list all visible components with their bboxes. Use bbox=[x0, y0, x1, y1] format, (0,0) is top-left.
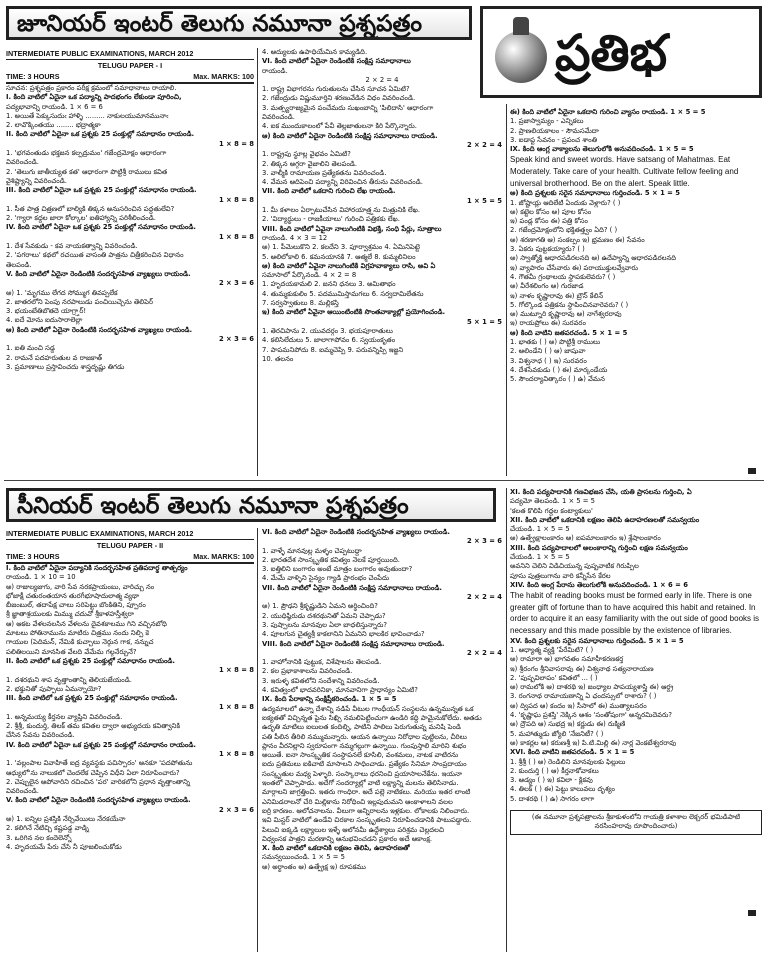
question-line: ఇ) శ్రీరంగం శ్రీనివాసరావు ఈ) విశ్వనాథ సత్యనారాయణ bbox=[510, 664, 654, 673]
junior-time: TIME: 3 HOURS bbox=[6, 72, 60, 81]
question-line: భోజాక్షీ చతురంతయాన తురగీభూషాదులాత్మ వ్యథా bbox=[6, 591, 140, 600]
question-heading: ఇ) కింది వాటిలో ఏవైనా ఆయింటింటికి సొంతవాక్యాల్లో ప్రయోగించండి. bbox=[262, 308, 446, 317]
question-line: వివరించండి. bbox=[6, 158, 39, 167]
question-heading: అ) కింది ప్రశ్నలకు సరైన సమాధానాలు గుర్తించండి. 5 × 1 = 5 bbox=[510, 189, 680, 198]
question-line: ఐక్యతతో విచ్చిన్నత పైను సిఖ్చి నమలిపెట్టించుగా ఉండిరి కద్ది పామైనుకోలేదు. అతడు bbox=[262, 713, 482, 722]
column-divider bbox=[257, 528, 258, 952]
question-line: ఇ) వ్యాపారం చేసేవారు ఈ) పరాయుక్తులవ్వేవారు bbox=[510, 263, 638, 272]
question-heading: IX. కింది పేరాకాన్ని సంక్షిప్తీకరించండి. 1 × 5 = 5 bbox=[262, 695, 397, 704]
question-line: సమాసాలో పేర్కొనండి. 4 × 2 = 8 bbox=[262, 271, 357, 280]
question-line: అ) రామారా ఆ) భాగవతం సమాహీకరణకర్త bbox=[510, 655, 624, 664]
question-line: 'కలత కొలిపి గద్దల కంట్యాకులు' bbox=[510, 506, 593, 515]
column-divider bbox=[257, 48, 258, 476]
question-line: 2. లావొక్కింతయు ........ భద్రాత్మకా bbox=[6, 121, 101, 130]
question-line: చేయండి. 1 × 5 = 5 bbox=[510, 525, 570, 534]
question-line: 3. ఏకరు పుట్టకయ్యారు? ( ) bbox=[510, 245, 585, 254]
marks-line: 1 × 8 = 8 bbox=[218, 703, 254, 712]
question-heading: ఆ) కింది వాటిని జతపరచండి. 5 × 1 = 5 bbox=[510, 328, 628, 337]
question-line: 1. భాతకు ( ) అ) పొట్టిశ్రీ రాములు bbox=[510, 338, 601, 347]
junior-exam-header: INTERMEDIATE PUBLIC EXAMINATIONS, MARCH 2012 bbox=[6, 48, 254, 60]
question-line: అ) శరణాగతి ఆ) సంకల్పం ఇ) భ్రమణం ఈ) సేవనం bbox=[510, 235, 645, 244]
question-line: 1. అన్నమయ్య కీర్తనల వ్యాప్తిని వివరించండి. bbox=[6, 712, 123, 721]
junior-title bbox=[6, 6, 472, 40]
question-heading: VI. కింది వాటిలో ఏదైనా రెండింటికి సంక్షిప్త సమాధానాలు bbox=[262, 57, 411, 66]
question-line: తెలపండి. bbox=[6, 260, 32, 269]
question-heading: VI. కింది వాటిలో ఏదైనా రెండింటికి సందర్భసహిత వ్యాఖ్యలు రాయండి. bbox=[262, 528, 450, 536]
question-line: ఇ) పండ్ల కోసం ఈ) పత్రి కోసం bbox=[510, 217, 588, 226]
question-line: 3. భయంబేతిబొతదె యాగ్ర్తార్! bbox=[6, 307, 87, 316]
question-line: 1. జోష్టాయ్ల ఆదిలేటి ఏందుకు వెళ్లారు? ( ) bbox=[510, 198, 621, 207]
question-line: 2. భారతదేశ సాంస్కృతిక కవిత్వం నెలకే పూర్తయింది. bbox=[262, 555, 400, 564]
question-line: 2. శ్రీశ్రీ, కుందుర్తి, తిలక్ తమ కవితల ద్వారా అభ్యుదయ కవిత్వానికి bbox=[6, 722, 180, 731]
question-line: 2. తిక్కన అగ్గరా వైజాలిని తెలపండి. bbox=[262, 159, 358, 168]
question-line: అ) 1. ఐన్నిల ప్రశస్తికి నేర్చివేయిలు నేరకయేనా bbox=[6, 815, 126, 824]
junior-col2-lines bbox=[262, 48, 502, 364]
question-line: అ) రాజుల్యజుగు, వారి సేవ నరకప్రాయంబు, వారిచ్చు నం bbox=[6, 582, 155, 591]
question-line: అ) స్వాత్మోక్తి ఆధారపడిరలనది ఆ) ఉదేప్యాన్ని ఆధారపడిరలనది bbox=[510, 254, 677, 263]
question-line: 3. పుష్పాలను మానవుల ఏలా బాధలిస్తున్నారు? bbox=[262, 620, 387, 629]
question-line: పలితిలయిని మానసిత వేలది వేమేమ గల్గనేర్చునే? bbox=[6, 647, 137, 656]
question-line: 4. పూలగున చైత్యశ్రీ కాకలానిని ఏమనిని భాలకిర భావించాడు? bbox=[262, 630, 425, 639]
senior-column-3 bbox=[510, 488, 762, 952]
question-line: అవనిని చెలిని విడిచియున్న పుష్పవాటిక గిరుప్పిల bbox=[510, 562, 639, 571]
question-line: 1. హృదయకామలి 2. జనని ధనలు 3. అమితాభం bbox=[262, 280, 396, 289]
junior-title-text: జూనియర్ ఇంటర్ తెలుగు నమూనా ప్రశ్నపత్రం bbox=[17, 10, 422, 37]
question-line: 1. వాళ్ళే మానవుల్ల మళ్ళం చెప్పటుద్దా bbox=[262, 546, 362, 555]
question-line: అ) అర్థాంతం ఆ) ఉత్ప్రేక్ష ఇ) రూపకము bbox=[262, 862, 366, 871]
question-line: చేసిన సేవను వివరించండి. bbox=[6, 731, 75, 740]
junior-column-1 bbox=[6, 48, 254, 474]
question-heading: VIII. కింది వాటిలో ఏవైనా నాలుగింటికి విభక్తి, సంధి పేర్లు, సూత్రాలు bbox=[262, 224, 442, 233]
column-divider bbox=[506, 488, 507, 952]
question-line: 3. ఐత్తిలిని బంగారం అంటే మాత్రం బంగారం అవుతుందా? bbox=[262, 565, 413, 574]
senior-max-marks: Max. MARKS: 100 bbox=[193, 552, 254, 561]
question-line: అ) వీరేశలింగం ఆ) గురజాడ bbox=[510, 282, 584, 291]
question-line: 2 × 2 = 4 bbox=[365, 75, 399, 84]
question-line: 4. ఐక ముందుకాలంలో పేవీ తెల్లజాతులనా కిరి పేర్కొన్నారు. bbox=[262, 122, 417, 131]
question-line: 10. తలనం bbox=[262, 354, 294, 363]
question-line: సూచన: ప్రశ్నపత్రం ప్రకారం పరీక్ష క్రమంలో సమాధానాలు రాయాలి. bbox=[6, 84, 177, 92]
question-line: 1. దేశ సేవకుడు - కవ నాయకత్వాన్ని వివరించండి. bbox=[6, 242, 138, 251]
marks-line: 2 × 3 = 6 bbox=[218, 805, 254, 814]
question-line: 5. ఆలిలోకాలి 6. కమనయానకి 7. ఆత్మలే 8. కుమ్మలినిలం bbox=[262, 252, 416, 261]
question-line: 3. ప్రమాణాలు ప్రస్తావించదు శాస్త్రదృష్ణు తిగడు bbox=[6, 362, 125, 371]
question-heading: XV. కింది ప్రశ్నలకు సరైన సమాధానాలు గుర్తించండి. 5 × 1 = 5 bbox=[510, 636, 684, 645]
question-line: 4. కవిత్వంలో భాదవరినికా, మానవానిగా ప్రాధాన్యం ఏమిటి? bbox=[262, 686, 418, 695]
end-mark bbox=[748, 910, 756, 916]
question-line: ఇ) రాయప్రోలు ఈ) సురవరం bbox=[510, 319, 586, 328]
question-line: 4. కలిసిలేదులు 5. జాలాగాపోవం 6. స్వయంకృతం bbox=[262, 336, 396, 345]
question-line: అ) ద్విపద ఆ) కందం ఇ) సీసాలో ఈ) ముత్యాలసరం bbox=[510, 701, 647, 710]
question-line: ఇంతలో చెప్పాపాడు. అదేగో సందర్యాల్లో వాటి లక్ష్యాన్ని మలను తెలిసినాడు. bbox=[262, 779, 459, 788]
question-heading: III. కింది వాటిలో ఏదైనా ఒక ప్రశ్నకు 25 పంక్తుల్లో సమాధానం రాయండి. bbox=[6, 186, 197, 195]
credit-footer: (ఈ నమూనా ప్రశ్నపత్రాలను శ్రీకాకుళంలోని గాయత్రి కళాశాల లెక్చరర్ భమిడిపాటి నరసింహరావు రూపొందించారు) bbox=[510, 810, 762, 835]
question-line: ఉదృతి మాటిలు ఐలులత కందిల్ని, పాటిని పాలిలు పెరుగుతున్న మనిషి పెండి bbox=[262, 723, 461, 732]
question-line: 3. మత్స్యరాజ్యమైన పంచేమదు సుఖంబాన్ని 'పిలిదాసి' ఆధారంగా bbox=[262, 103, 434, 112]
marks-line: 1 × 8 = 8 bbox=[218, 749, 254, 758]
question-line: 2. 'తెలుగు జాతీయ్యత కత' ఆధారంగా పొట్టిశ్రీ రాములు కవిత bbox=[6, 167, 168, 176]
question-line: 4. 'కృష్ణాఘ ప్రశస్తి' నెక్కిన ఆశం 'సంతోషంగా' అన్నరమిదెవరు? bbox=[510, 711, 672, 720]
marks-line: 2 × 3 = 6 bbox=[218, 335, 254, 344]
question-line: 1. అయితే పెక్కుసుదుఁ హాళ్ళి ......... నాకులయుమానమునాఁ bbox=[6, 111, 169, 120]
question-line: 4. ఆద్యులకు ఉపాధియేమిన కామ్యడిది. bbox=[262, 48, 368, 56]
marks-line: 1 × 8 = 8 bbox=[218, 139, 254, 148]
question-line: 2. గజేంద్రుడు విష్ణుమూర్తిని శరణువేడిన విధం వివరించండి. bbox=[262, 94, 416, 103]
section-divider bbox=[4, 480, 764, 481]
question-line: ఇ) నాళం కృష్ణారావు ఈ) బ్రౌన్ కేలిన్ bbox=[510, 291, 604, 300]
question-line: ఆధ్యులో'ను నాలుకలో చెందలేక చెప్పిన విధీని ఏలా నిరూపించారు? bbox=[6, 768, 180, 777]
question-line: 4. హృదయమే పేరు చేసి నీ పూజలించుకోడు bbox=[6, 842, 122, 851]
marks-line: 2 × 2 = 4 bbox=[466, 593, 502, 602]
question-line: అ) 1. 'మృగము లేగద సోమ్ముగ తివప్పలేక bbox=[6, 288, 118, 297]
question-line: 1. రాష్ట్ర విభాగరను గురుతులను చేసిన సూచన ఏమిటి? bbox=[262, 85, 410, 94]
junior-column-3 bbox=[510, 108, 762, 474]
senior-paper-label: TELUGU PAPER - II bbox=[96, 541, 164, 550]
question-heading: ఆ) కింది వాటిలో ఏవైనా నాలుగింటికి విగ్రహవాక్యాలు రాసి, అవి ఏ bbox=[262, 261, 436, 270]
question-line: రాయండి. 1 × 10 = 10 bbox=[6, 573, 76, 582]
junior-max-marks: Max. MARKS: 100 bbox=[193, 72, 254, 81]
question-line: సమన్వయించండి. 1 × 5 = 5 bbox=[262, 853, 345, 862]
question-line: 3. రంగనాథ రామాయణాన్ని ఏ ఛందస్సులో రాశారు? ( ) bbox=[510, 692, 657, 701]
senior-title bbox=[6, 488, 496, 522]
question-line: అ) 1. ప్రౌఢని శ్రీకృష్ణుడిని ఏమని అర్థించింది? bbox=[262, 602, 378, 611]
question-line: అ) రామలోకి ఆ) దాశరథి ఇ) జంధ్యాల పాపయ్యశాస్త్రి ఈ) ఆర్ద్ర bbox=[510, 683, 674, 692]
question-heading: IV. కింది వాటిలో ఏదైనా ఒక ప్రశ్నకు 25 పంక్తుల్లో సమాధానం రాయండి. bbox=[6, 740, 196, 749]
question-heading: I. కింది వాటిలో ఏదైనా ఒక పద్యాన్ని పాదభంగం లేకుండా పూరించి, bbox=[6, 93, 182, 102]
question-heading: XIII. కింది పద్యపాదాలలో అలంకారాన్ని గుర్తించి లక్షణ సమన్వయం bbox=[510, 543, 688, 552]
senior-title-text: సీనియర్ ఇంటర్ తెలుగు నమూనా ప్రశ్నపత్రం bbox=[17, 492, 409, 519]
question-line: 4. గౌతమీ గ్రంథాలయ స్థాపకులెవరు? ( ) bbox=[510, 272, 616, 281]
question-line: రాయండి. bbox=[262, 66, 288, 75]
question-line: 5. గోల్కొండ పత్రికను స్థాపించినవారెవరు? ( ) bbox=[510, 300, 629, 309]
question-line: 2. ప్రాణలియకాలం - సౌమసమేదా bbox=[510, 126, 599, 135]
marks-line: 1 × 8 = 8 bbox=[218, 232, 254, 241]
question-line: పద్యభావాన్ని రాయండి. 1 × 6 = 6 bbox=[6, 102, 103, 111]
question-line: వైశిష్ట్యాన్ని వివరించండి. bbox=[6, 176, 67, 185]
question-line: పూసు పుత్రలుగాను వారి కన్నీసేన కేరల bbox=[510, 571, 611, 580]
question-line: 2. 'గ్యారా కద్దల జారా కోల్కాల' ఐతిహ్యాన్ని పరిశీలించండి. bbox=[6, 214, 156, 223]
question-line: 5. సౌందర్యావిత్కారం ( ) ఉ) వేమన bbox=[510, 375, 605, 384]
question-line: 1. 'భగవంతుడు భక్తజన కల్పద్రుమం' గజేంద్రమోక్షం ఆధారంగా bbox=[6, 149, 167, 158]
question-line: 2. యుధిష్ఠిరుడు దశరథునితో ఏమని చెప్పాడు? bbox=[262, 611, 386, 620]
question-line: అ) కాకర్లల ఆ) కరుణశ్రీ ఇ) పి.టి.మిల్లి ఈ) నార్ల వెంకటేశ్వరరావు bbox=[510, 738, 677, 747]
question-line: సంస్కృతుల మధ్య పెళ్ళారి. సంస్కారాలు ధరనించి ప్రయాసాలనేకేను. ఇయనా bbox=[262, 769, 463, 778]
marks-line: 1 × 5 = 5 bbox=[466, 196, 502, 205]
question-line: మార్గాలని జాగ్రత్తించి. ఇతరు గాంధిరా. అదే పల్లె నాటికలు. మరియు ఇతర లాంటి bbox=[262, 788, 471, 797]
marks-line: 2 × 2 = 4 bbox=[466, 140, 502, 149]
question-line: 5. మహాత్ముడు జ్యోలి 'నేజనిటీ? ( ) bbox=[510, 729, 604, 738]
question-line: అ) ముట్నూరి కృష్ణారావు ఆ) నాగేశ్వరరావు bbox=[510, 310, 622, 319]
question-line: పద్యమో తెలపండి. 1 × 5 = 5 bbox=[510, 497, 595, 506]
question-heading: VIII. కింది వాటిలో ఏదైనా రెండింటికి సంక్షిప్త సమాధానాలు రాయండి. bbox=[262, 639, 445, 648]
question-line: అ) ఉత్ప్రేక్షాలంకారం ఆ) ఐపమాలంకారం ఇ) శ్లేషాలంకారం bbox=[510, 534, 661, 543]
question-line: అ) కట్టెల కోసం ఆ) పూల కోసం bbox=[510, 207, 592, 216]
question-line: బీజంబుల్, తదాపేక్ష చాలు సరిపెట్టు బొంకితిని, ప్పూరం bbox=[6, 601, 146, 610]
question-heading: ఆ) కింది వాటిలో ఏదైనా రెండింటికి సంక్షిప్త సమాధానాలు రాయండి. bbox=[262, 131, 438, 140]
question-line: అ) 1. పీమెలుకొని 2. కలదేని 3. పూర్వాశ్రమం 4. ఏమినిపెట్టె bbox=[262, 243, 420, 252]
question-line: వివరించండి. bbox=[262, 113, 295, 122]
question-line: 3. ఇరుళ్ళ కవితలోని సందేశాన్ని వివరించండి. bbox=[262, 676, 380, 685]
senior-exam-header: INTERMEDIATE PUBLIC EXAMINATIONS, MARCH 2012 bbox=[6, 528, 254, 540]
question-heading: XIV. కింది ఆంగ్ల పేరాను తెలుగులోకి అనువదించండి. 1 × 6 = 6 bbox=[510, 580, 688, 589]
question-line: 2. జాతరలోని పెంపు నరపాలుడు పంచియిచ్చెను తెలిపెర్ bbox=[6, 297, 154, 306]
question-line: ఆ) ఆకట వేళలనలసిన వేళలను దైవశకాలము గిని వచ్చినబోధి bbox=[6, 619, 167, 628]
logo-text: ప్రతిభ bbox=[555, 23, 668, 82]
question-line: 2. 'పగరాలు' కథలో రచయిత వాసంతి పాత్రను చిత్రీకరించిన విధానం bbox=[6, 251, 184, 260]
question-heading: I. కింది వాటిలో ఏదైనా పద్యానికి సందర్భసహిత ప్రతిపదార్థ తాత్పర్యం bbox=[6, 564, 188, 572]
question-line: వివరించండి. bbox=[6, 787, 39, 796]
question-line: మాటలు పోతినామును మాటిరు చిత్రము నందు నిల్పి కె bbox=[6, 629, 149, 638]
senior-col3-lines bbox=[510, 488, 762, 804]
senior-col2-lines bbox=[262, 528, 502, 872]
question-heading: VII. కింది వాటిలో ఏదైనా రెండింటికి సంక్షిప్త సమాధానాలు రాయండి. bbox=[262, 583, 442, 592]
junior-column-2 bbox=[262, 48, 502, 474]
question-line: విధ్వంసక పాత్రని మరణాన్ని ఆనుభవించడని ప్రకారం అదే ఆకాంక్ష. bbox=[262, 834, 433, 843]
senior-column-2 bbox=[262, 528, 502, 952]
question-line: ఇవి మిస్టర్ వాటిలో ఉండేవి చిరకాల సంస్కృతలని నిరూపించడానికి పాటుపడ్డారు. bbox=[262, 816, 472, 825]
question-line: 1. వాహోనానికి పుట్టుక, విశేషాలను తెలపండి. bbox=[262, 658, 382, 667]
question-heading: IX. కింది ఆంగ్ల వాక్యాలను తెలుగులోకి అనువదించండి. 1 × 5 = 5 bbox=[510, 145, 694, 154]
question-line: 3. విశ్వనాధ ( ) ఇ) సురవరం bbox=[510, 356, 587, 365]
question-line: 2. రామనే పదహరుతుల వ రాజకాత్ bbox=[6, 353, 103, 362]
question-line: అయితే. ఐనా సాంస్కృతిక సంస్థాపనలే కూసిలి, వంశమలు, నాటక వాటిరను bbox=[262, 751, 459, 760]
question-line: 1. దశరథుని శాప వృత్తాంతాన్ని తెలియజేయండి. bbox=[6, 675, 132, 684]
question-line: ఐర్రి కారణం. ఆలోచనాలను. వీలుగా అన్నిరాలను ఇళ్లకుల. లోకాలకు నిలించారు. bbox=[262, 806, 470, 815]
question-heading: II. కింది వాటిలో ఏదైనా ఒక ప్రశ్నకు 25 పంక్తుల్లో సమాధానం రాయండి. bbox=[6, 130, 195, 139]
question-line: 4. వేమన ఆదిపెంచి పద్యాన్ని విరివించిన తీరును వివరించండి. bbox=[262, 178, 423, 187]
junior-col3-lines bbox=[510, 108, 762, 385]
senior-time: TIME: 3 HOURS bbox=[6, 552, 60, 561]
question-heading: VII. కింది వాటిలో ఒకదాని గురించి లేఖ రాయండి. bbox=[262, 187, 396, 196]
question-line: పతి పీలిన తీరిలి నమ్ముమన్నారు. ఆయన ఉన్నాయి నిరోధాల పుట్టిలను, చీరిలు bbox=[262, 732, 467, 741]
question-heading: II. కింది వాటిలో ఒక ప్రశ్నకు 25 పంక్తుల్లో సమాధానం రాయండి. bbox=[6, 656, 176, 665]
question-line: 4. తిలక్ ( ) ఈ) పెట్టు కాలువలు దృశ్యం bbox=[510, 785, 615, 794]
question-line: 1. తెరచిపాను 2. యువదర్గం 3. భయపూరాతులు bbox=[262, 326, 393, 335]
marks-line: 1 × 8 = 8 bbox=[218, 195, 254, 204]
question-heading: X. కింది వాటిలో ఒకదానికి లక్షణం తెలిపి, ఉదాహరణతో bbox=[262, 844, 410, 853]
question-line: 1. ఐతి మంచి సడ్డ bbox=[6, 344, 55, 353]
question-line: పిలుచి ఐక్కడి లక్ష్యాలుల ఇళ్ళే ఆలోనమీ ఉద్దేశ్యాలు పరిశ్రమ చెల్లదలచి bbox=[262, 825, 445, 834]
question-line: ఐదు ప్రతిమలు ఐకిచాటి మాసాలని సాధించాడు. ప్రత్యేకం సినిమా సాంప్రదాయం bbox=[262, 760, 467, 769]
question-line: 1. ప్రజాస్వామ్యం - ఎన్నికలు bbox=[510, 117, 584, 126]
question-line: 2. 'విద్యార్థులు - రాజకీయాలు' గురించి పత్రికకు లేఖ. bbox=[262, 215, 400, 224]
question-line: 3. ఐడాప్ట సేవనం - ప్రపంచ శాంతి bbox=[510, 135, 598, 144]
question-line: ఎనిమిడరాలనో చేరి మిల్లికాను నిరోధించి ఇల్లపుదుమని ఆంకాళాలని వలల bbox=[262, 797, 453, 806]
pratibha-logo bbox=[480, 6, 762, 98]
column-divider bbox=[506, 104, 507, 476]
question-line: ఉద్యమాలలో ఉన్నా దేశాన్ని నడిపే వీటుల గాంధీయన్ సంస్థలను ఉన్నమున్నత ఒక bbox=[262, 704, 474, 713]
question-heading: XI. కింది పద్యపాదానికి గణవిభజన చేసి, యతి ప్రాసలను గుర్తించి, ఏ bbox=[510, 488, 692, 496]
question-line: 2. గజేంద్రమోక్షంలోని భక్తితత్త్వం ఏది? ( ) bbox=[510, 226, 618, 235]
globe-books-icon bbox=[495, 31, 547, 83]
question-line: శ్రీ జ్ఞాతాశ్రయులకు మిమ్ము చదువో శ్రీకాళహస్తీశ్వరా bbox=[6, 610, 134, 619]
question-line: 3. వాల్మీకి రామాయణ ప్రత్యేకతను వివరించండి. bbox=[262, 168, 387, 177]
question-line: 4. దేశసేవకుడు ( ) ఈ) మార్కండేయ bbox=[510, 365, 608, 374]
question-line: 1. రాష్ట్రపు స్థూల్ల వైభవం ఏమిటి? bbox=[262, 150, 351, 159]
question-line: 1. శ్రీశ్రీ ( ) అ) రెండిలిని మానవులకు ఫిల్లులు bbox=[510, 757, 626, 766]
marks-line: 5 × 1 = 5 bbox=[466, 317, 502, 326]
end-mark bbox=[748, 468, 756, 474]
question-line: 2. కల ప్రభాకాశాలను వివరించండి. bbox=[262, 667, 353, 676]
question-line: 7. సర్వస్వాతులు 8. మల్లికస్తి bbox=[262, 299, 339, 308]
question-heading: IV. కింది వాటిలో ఏదైనా ఒక ప్రశ్నకు 25 పంక్తుల్లో సమాధానం రాయండి. bbox=[6, 223, 196, 232]
marks-line: 2 × 3 = 6 bbox=[218, 279, 254, 288]
question-line: 7. పాపమనిపోదు 8. ఐమ్మచెప్పి 9. పరువన్నిప్పి ఇజ్జని bbox=[262, 345, 404, 354]
question-line: గాయుల (పెదిమన్, నేమికి కుచ్చాలు నెర్గున గాక, నన్నుచ bbox=[6, 638, 154, 647]
junior-paper-label: TELUGU PAPER - I bbox=[97, 61, 163, 70]
question-line: 1. 'వల్లంపాల వివాహితే ఐద్ర వ్యవస్థకు పచిస్పారం' అనకూ 'పదపోతును bbox=[6, 759, 193, 768]
question-heading: XVI. కింది వాటిని జతపరచండి. 5 × 1 = 5 bbox=[510, 748, 635, 757]
question-heading: ఆ) కింది వాటిలో ఏదైనా రెండింటికి సందర్భసహిత వ్యాఖ్యలు రాయండి. bbox=[6, 325, 193, 334]
question-heading: ఈ) కింది వాటిలో ఏదైనా ఒకదాని గురించి వ్యాసం రాయండి. 1 × 5 = 5 bbox=[510, 108, 706, 116]
question-line: 2. చెప్పులైన అపోవారిని రచించిన 'పర' వారికలోని ప్రధాన వృత్తాంతాన్ని bbox=[6, 777, 191, 786]
question-line: అ) ద్రౌపది ఆ) సుభద్ర ఇ) కర్ణుడు ఈ) రుక్మిణి bbox=[510, 720, 626, 729]
question-line: 3. ఆడ్యం ( ) ఇ) కవిలా - క్లికవు bbox=[510, 776, 593, 785]
question-line: ప్లానం వీరనిల్లాని స్వరూపంగా నమ్మగల్గుగా ఉన్నాయి. గుంపుస్తాలి మారిని శుభం bbox=[262, 741, 467, 750]
question-line: 1. సీత పాత్ర చిత్రణలో బాల్యికి తిక్కన అనుసరించిన పద్ధతులేవి? bbox=[6, 204, 175, 213]
senior-column-1 bbox=[6, 528, 254, 952]
question-line: The habit of reading books must be formed early in life. There is one greater gift of fortune than to have acquired this habit and retained. In order to acquire it an easy familiarity with the out side of good books is necessary and this made possible by the existence of libraries. bbox=[510, 591, 760, 636]
question-line: 3. ఒరిగిన నల కందెలెన్నో bbox=[6, 833, 72, 842]
marks-line: 2 × 3 = 6 bbox=[466, 537, 502, 546]
question-line: 2. 'పుష్పవిలాపం' కవితలో ... ( ) bbox=[510, 673, 598, 682]
question-line: 1. ఆధ్యాత్మ వ్యక్తి 'పేరేమిటి? ( ) bbox=[510, 645, 594, 654]
question-line: 2. కలిగినే నేటిచ్చి కష్టపడ్డ వాడ్ని bbox=[6, 824, 89, 833]
question-line: 1. మీ కళాలం ఏర్పాటుచేసిన విహారయాత్ర్తను మిత్రునికి లేఖ. bbox=[262, 206, 421, 215]
junior-col1-lines bbox=[6, 84, 254, 372]
junior-time-marks bbox=[6, 71, 254, 84]
question-line: 4. తుమ్మకుకులిం 5. పదముమిస్తామగలు 6. సర్వదామిలేతను bbox=[262, 289, 424, 298]
senior-time-marks bbox=[6, 551, 254, 564]
question-line: చేయండి. 1 × 5 = 5 bbox=[510, 553, 570, 562]
question-line: 2. కుందుర్తి ( ) ఆ) కీర్తనాకోవాకలు bbox=[510, 766, 599, 775]
question-line: రాయండి. 4 × 3 = 12 bbox=[262, 233, 328, 242]
question-line: 5. దాశరథి ( ) ఉ) సాగరం లాగా bbox=[510, 794, 595, 803]
question-line: 4. మేమే వాళ్ళిని సైన్యం గ్యాడి ప్రారంభం చెంపేదు bbox=[262, 574, 390, 583]
question-heading: V. కింది వాటిలో ఏదైనా రెండింటికి సందర్భసహిత వ్యాఖ్యలు రాయండి. bbox=[6, 796, 191, 805]
marks-line: 1 × 8 = 8 bbox=[218, 666, 254, 675]
question-line: Speak kind and sweet words. Have satsang of Mahatmas. Eat Moderately. Take care of your health. Cultivate fellow feeling and universal brotherhood. Be on the alert. Speak little. bbox=[510, 155, 739, 188]
question-heading: XII. కింది వాటిలో ఒకదానికి లక్షణం తెలిపి ఉదాహరణలతో సమన్వయం bbox=[510, 515, 700, 524]
question-heading: III. కింది వాటిలో ఒక ప్రశ్నకు 25 పంక్తుల్లో సమాధానం రాయండి. bbox=[6, 694, 178, 703]
question-line: 2. భక్తునితో పుప్పాలు ఏమన్నాయో? bbox=[6, 684, 102, 693]
question-line: 2. ఆలిండేని ( ) ఆ) జాషువా bbox=[510, 347, 586, 356]
senior-col1-lines bbox=[6, 564, 254, 852]
question-heading: V. కింది వాటిలో ఏదైనా రెండింటికి సందర్భసహిత వ్యాఖ్యలు రాయండి. bbox=[6, 269, 191, 278]
marks-line: 2 × 2 = 4 bbox=[466, 648, 502, 657]
question-line: 4. ఐదే మోను ఐదుసారాలెల్లా bbox=[6, 316, 83, 325]
